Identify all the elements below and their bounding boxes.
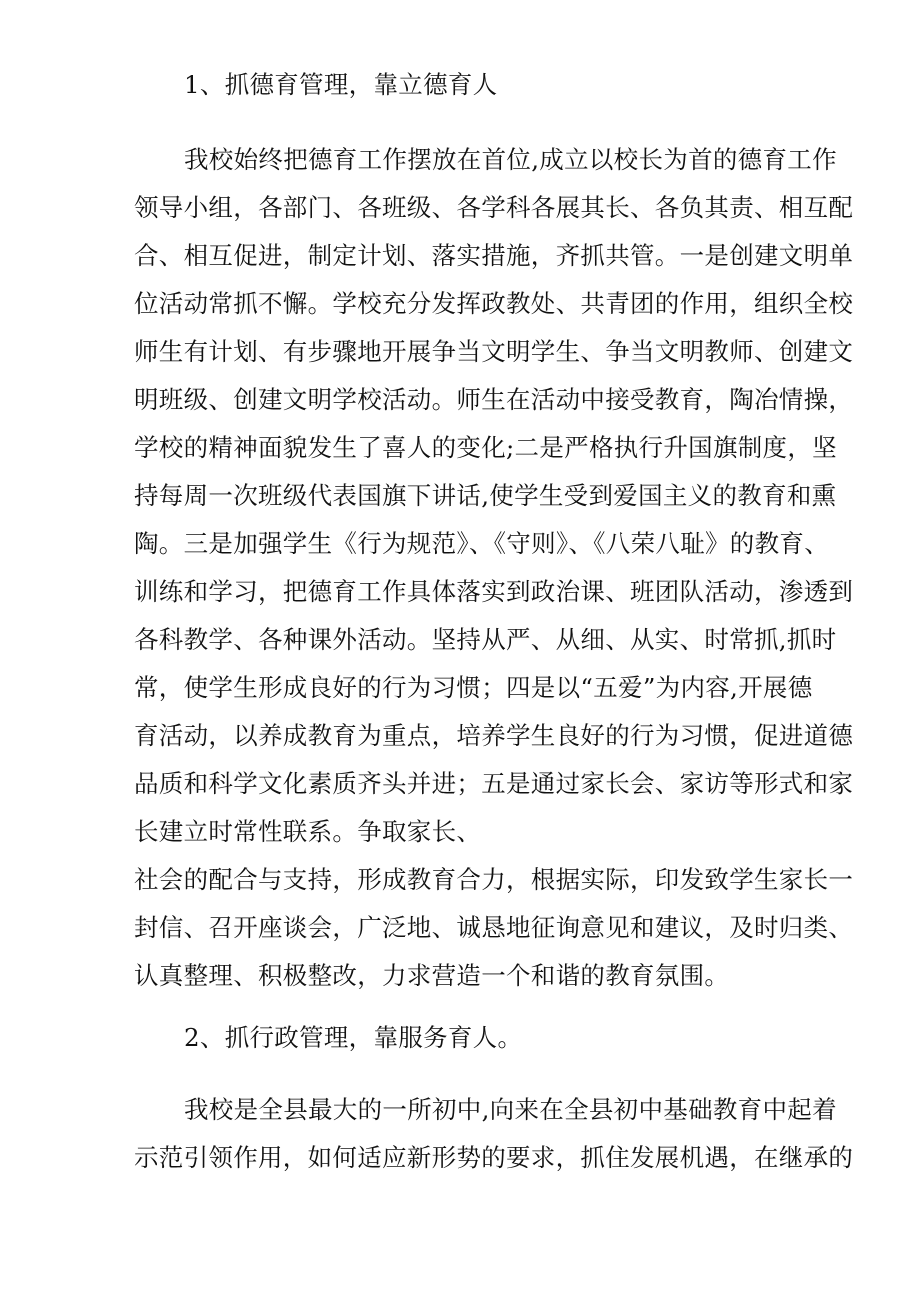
paragraph-line: 各科教学、各种课外活动。坚持从严、从细、从实、时常抓,抓时 <box>134 625 837 654</box>
paragraph-line: 我校始终把德育工作摆放在首位,成立以校长为首的德育工作 <box>184 145 837 174</box>
paragraph-line: 合、相互促进，制定计划、落实措施，齐抓共管。一是创建文明单 <box>134 241 854 270</box>
paragraph-line: 领导小组，各部门、各班级、各学科各展其长、各负其责、相互配 <box>134 193 854 222</box>
section-2-heading: 2、抓行政管理，靠服务育人。 <box>184 1023 523 1052</box>
paragraph-line: 品质和科学文化素质齐头并进；五是通过家长会、家访等形式和家 <box>134 769 854 798</box>
paragraph-line: 位活动常抓不懈。学校充分发挥政教处、共青团的作用，组织全校 <box>134 289 854 318</box>
paragraph-line: 学校的精神面貌发生了喜人的变化;二是严格执行升国旗制度，坚 <box>134 433 837 462</box>
paragraph-line: 示范引领作用，如何适应新形势的要求，抓住发展机遇，在继承的 <box>134 1143 854 1172</box>
section-1-heading: 1、抓德育管理，靠立德育人 <box>184 70 498 99</box>
paragraph-line: 育活动，以养成教育为重点，培养学生良好的行为习惯，促进道德 <box>134 721 854 750</box>
paragraph-line: 明班级、创建文明学校活动。师生在活动中接受教育，陶冶情操， <box>134 385 854 414</box>
paragraph-line: 训练和学习，把德育工作具体落实到政治课、班团队活动，渗透到 <box>134 577 854 606</box>
paragraph-line: 持每周一次班级代表国旗下讲话,使学生受到爱国主义的教育和熏 <box>134 481 837 510</box>
paragraph-line: 长建立时常性联系。争取家长、 <box>134 817 482 846</box>
paragraph-line: 社会的配合与支持，形成教育合力，根据实际，印发致学生家长一 <box>134 865 854 894</box>
paragraph-line: 常，使学生形成良好的行为习惯；四是以“五爱”为内容,开展德 <box>134 673 813 702</box>
paragraph-line: 陶。三是加强学生《行为规范》、《守则》、《八荣八耻》的教育、 <box>134 529 829 558</box>
paragraph-line: 认真整理、积极整改，力求营造一个和谐的教育氛围。 <box>134 961 730 990</box>
paragraph-line: 师生有计划、有步骤地开展争当文明学生、争当文明教师、创建文 <box>134 337 854 366</box>
paragraph-line: 我校是全县最大的一所初中,向来在全县初中基础教育中起着 <box>184 1095 837 1124</box>
paragraph-line: 封信、召开座谈会，广泛地、诚恳地征询意见和建议，及时归类、 <box>134 913 854 942</box>
